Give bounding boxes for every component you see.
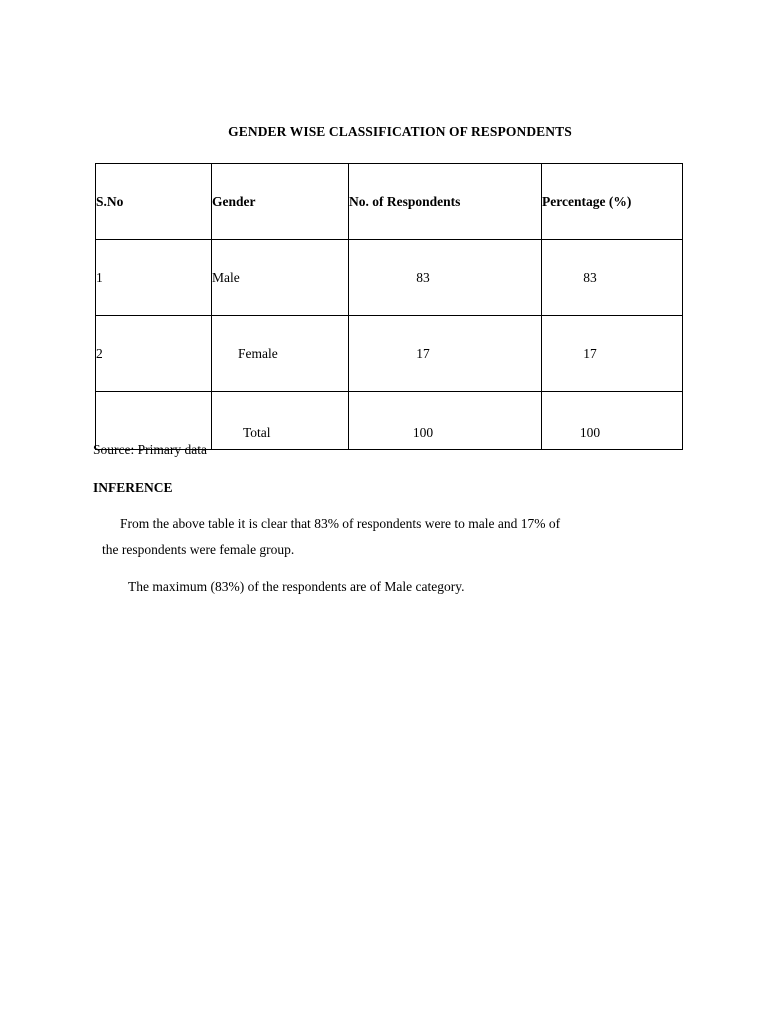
source-note: Source: Primary data xyxy=(93,442,207,457)
header-respondents: No. of Respondents xyxy=(349,164,542,240)
inference-conclusion: The maximum (83%) of the respondents are of Male category. xyxy=(128,579,465,594)
cell-sno: 1 xyxy=(96,240,212,316)
inference-paragraph-line2: the respondents were female group. xyxy=(102,542,295,557)
inference-heading: INFERENCE xyxy=(93,480,173,495)
cell-sno xyxy=(96,392,212,450)
cell-respondents: 83 xyxy=(349,240,542,316)
cell-sno: 2 xyxy=(96,316,212,392)
table-title: GENDER WISE CLASSIFICATION OF RESPONDENTS xyxy=(228,124,572,139)
header-gender: Gender xyxy=(212,164,349,240)
inference-paragraph-line1: From the above table it is clear that 83% of respondents were to male and 17% of xyxy=(120,516,561,531)
cell-percentage: 83 xyxy=(542,240,683,316)
cell-total-respondents: 100 xyxy=(349,392,542,450)
header-percentage: Percentage (%) xyxy=(542,164,683,240)
cell-total-label: Total xyxy=(212,392,349,450)
table-total-row xyxy=(96,392,683,450)
cell-gender: Female xyxy=(212,316,349,392)
cell-respondents: 17 xyxy=(349,316,542,392)
gender-classification-table xyxy=(95,163,683,450)
cell-percentage: 17 xyxy=(542,316,683,392)
cell-total-percentage: 100 xyxy=(542,392,683,450)
header-sno: S.No xyxy=(96,164,212,240)
table-row xyxy=(96,316,683,392)
cell-gender: Male xyxy=(212,240,349,316)
table-header-row xyxy=(96,164,683,240)
table-row xyxy=(96,240,683,316)
